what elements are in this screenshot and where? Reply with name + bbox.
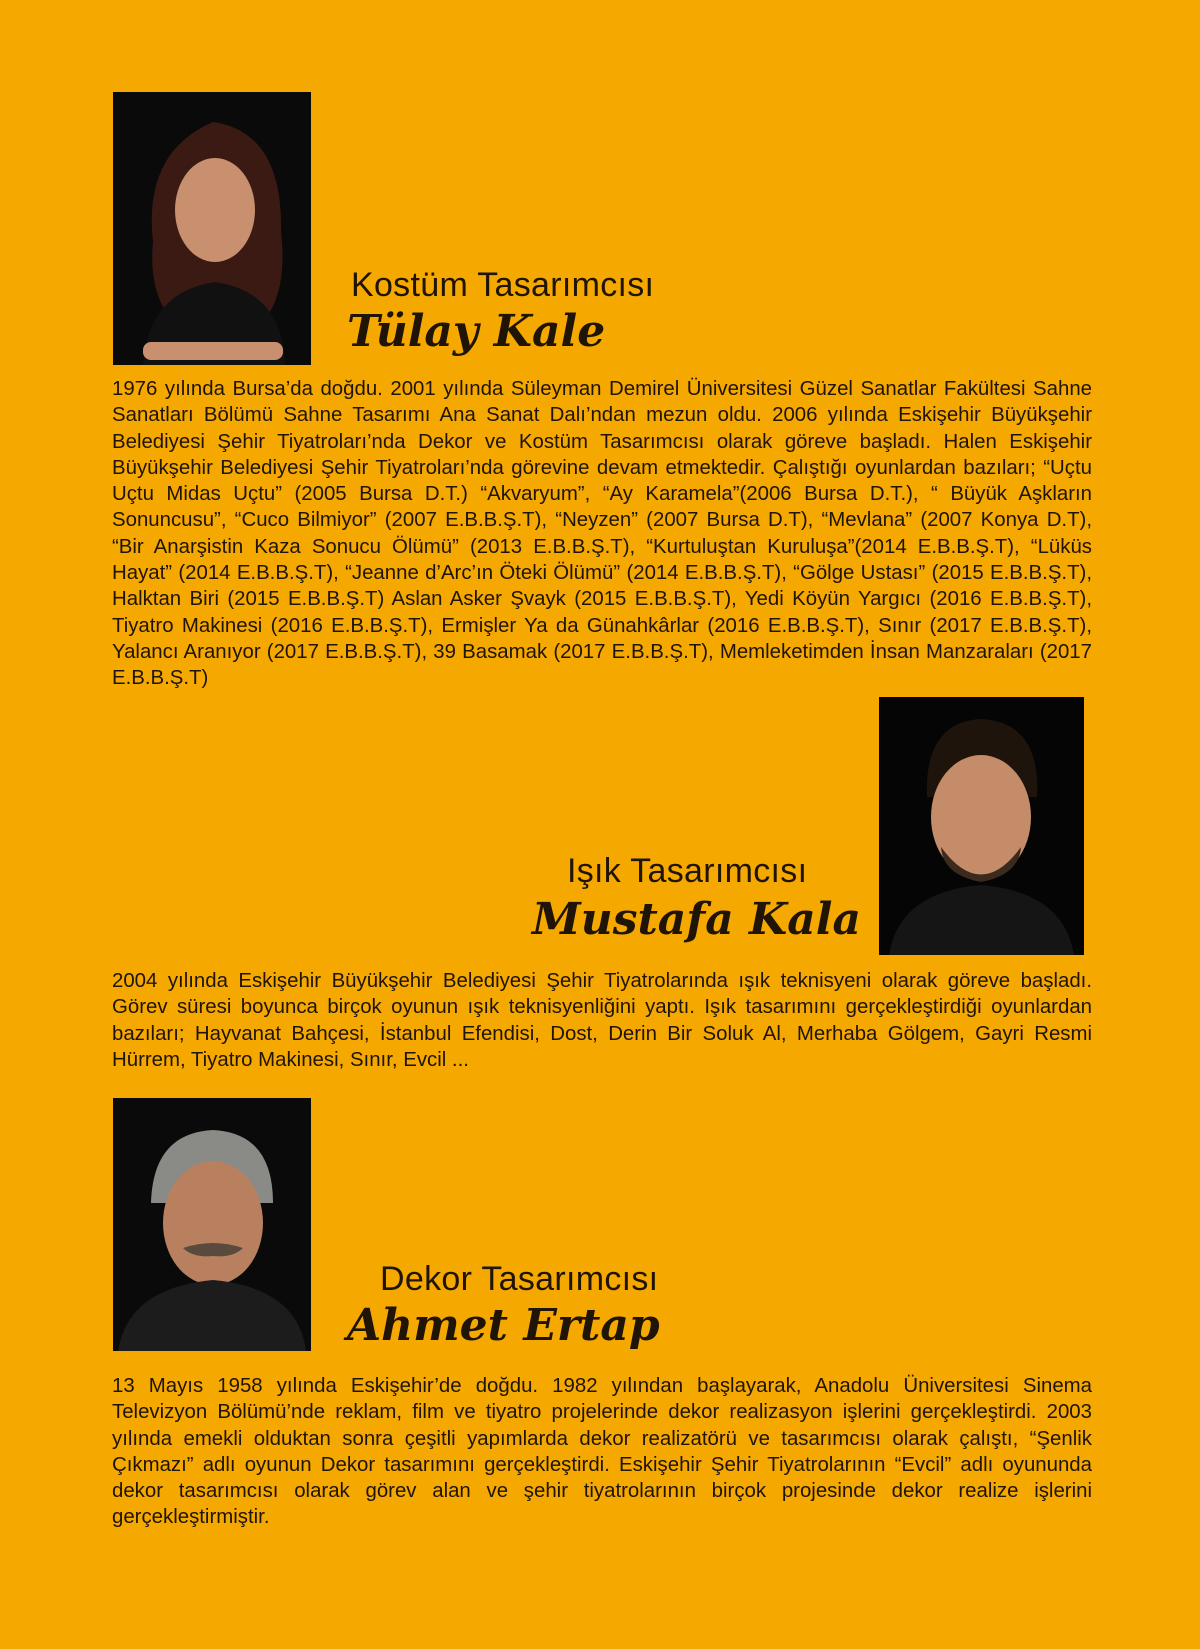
person-name: Ahmet Ertap bbox=[347, 1300, 660, 1351]
biography-text: 2004 yılında Eskişehir Büyükşehir Belediyesi Şehir Tiyatrolarında ışık teknisyeni olarak göreve başladı. Görev süresi boyunca birçok oyunun ışık teknisyenliğini yaptı. Işık tasarımını gerçekleştirdiği oyunlardan bazıları; Hayvanat Bahçesi, İstanbul Efendisi, Dost, Derin Bir Soluk Al, Merhaba Gölgem, Gayri Resmi Hürrem, Tiyatro Makinesi, Sınır, Evcil ... bbox=[112, 970, 1092, 1071]
biography-text: 1976 yılında Bursa’da doğdu. 2001 yılında Süleyman Demirel Üniversitesi Güzel Sanatlar Fakültesi Sahne Sanatları Bölümü Sahne Tasarımı Ana Sanat Dalı’ndan mezun oldu. 2006 yılında Eskişehir Büyükşehir Belediyesi Şehir Tiyatroları’nda Dekor ve Kostüm Tasarımcısı olarak göreve başladı. Halen Eskişehir Büyükşehir Belediyesi Şehir Tiyatroları’nda görevine devam etmektedir. Çalıştığı oyunlardan bazıları; “Uçtu Uçtu Midas Uçtu” (2005 Bursa D.T.) “Akvaryum”, “Ay Karamela”(2006 Bursa D.T.), “ Büyük Aşkların Sonuncusu”, “Cuco Bilmiyor” (2007 E.B.B.Ş.T), “Neyzen” (2007 Bursa D.T), “Mevlana” (2007 Konya D.T), “Bir Anarşistin Kaza Sonucu Ölümü” (2013 E.B.B.Ş.T), “Kurtuluştan Kuruluşa”(2014 E.B.B.Ş.T), “Lüküs Hayat” (2014 E.B.B.Ş.T), “Jeanne d’Arc’ın Öteki Ölümü” (2014 E.B.B.Ş.T), “Gölge Ustası” (2015 E.B.B.Ş.T), Halktan Biri (2015 E.B.B.Ş.T) Aslan Asker Şvayk (2015 E.B.B.Ş.T), Yedi Köyün Yargıcı (2016 E.B.B.Ş.T), Tiyatro Makinesi (2016 E.B.B.Ş.T), Ermişler Ya da Günahkârlar (2016 E.B.B.Ş.T), Sınır (2017 E.B.B.Ş.T), Yalancı Aranıyor (2017 E.B.B.Ş.T), 39 Basamak (2017 E.B.B.Ş.T), Memleketimden İnsan Manzaraları (2017 E.B.B.Ş.T) bbox=[112, 378, 1092, 690]
portrait-photo-mustafa-kala bbox=[879, 697, 1084, 955]
portrait-photo-tulay-kale bbox=[113, 92, 311, 365]
role-title: Işık Tasarımcısı bbox=[567, 852, 808, 890]
role-title: Dekor Tasarımcısı bbox=[380, 1260, 659, 1298]
person-name: Tülay Kale bbox=[347, 306, 606, 357]
portrait-photo-ahmet-ertap bbox=[113, 1098, 311, 1351]
person-name: Mustafa Kala bbox=[532, 894, 862, 945]
role-title: Kostüm Tasarımcısı bbox=[351, 266, 655, 304]
biography-text: 13 Mayıs 1958 yılında Eskişehir’de doğdu. 1982 yılından başlayarak, Anadolu Üniversitesi Sinema Televizyon Bölümü’nde reklam, film ve tiyatro projelerinde dekor realizasyon işlerini gerçekleştirdi. 2003 yılında emekli olduktan sonra çeşitli yapımlarda dekor realizatörü ve tasarımcısı olarak çalıştı, “Şenlik Çıkmazı” adlı oyunun Dekor tasarımını gerçekleştirdi. Eskişehir Şehir Tiyatrolarının “Evcil” adlı oyununda dekor tasarımcısı olarak görev alan ve şehir tiyatrolarının birçok projesinde dekor realize işlerini gerçekleştirmiştir. bbox=[112, 1375, 1092, 1529]
